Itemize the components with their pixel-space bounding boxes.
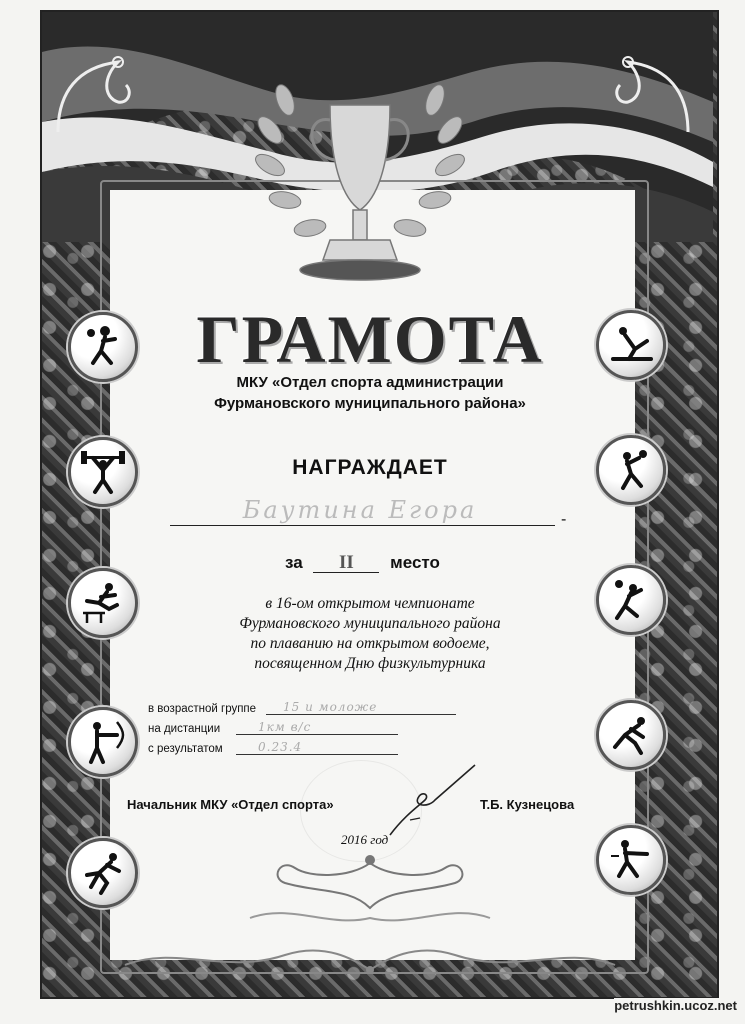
age-group-row (148, 698, 458, 718)
handball-icon (68, 312, 138, 382)
recipient-underline (170, 525, 555, 526)
trophy-cup-icon (225, 60, 495, 290)
organization-line: Фурмановского муниципального района» (214, 395, 526, 412)
place-suffix: место (390, 553, 440, 572)
handwritten-signature (380, 760, 490, 840)
gymnastics-icon (596, 310, 666, 380)
place-prefix: за (285, 553, 303, 572)
event-line: в 16-ом открытом чемпионате (265, 595, 475, 612)
site-watermark: petrushkin.ucoz.net (614, 998, 737, 1013)
weightlifting-icon (68, 437, 138, 507)
field-label: с результатом (148, 743, 223, 755)
event-description (190, 594, 550, 674)
organization-name (150, 372, 590, 414)
handball-throw-icon (596, 435, 666, 505)
field-value-handwritten: 15 и моложе (283, 700, 378, 714)
place-row (285, 553, 440, 573)
details-fields (148, 698, 458, 758)
awards-heading: НАГРАЖДАЕТ (292, 456, 448, 479)
corner-scroll-ornament (608, 52, 698, 142)
event-line: Фурмановского муниципального района (239, 615, 501, 632)
volleyball-icon (596, 565, 666, 635)
event-line: по плаванию на открытом водоеме, (250, 635, 490, 652)
field-line (266, 714, 456, 715)
hurdles-icon (68, 568, 138, 638)
event-line: посвященном Дню физкультурника (254, 655, 486, 672)
archery-icon (68, 707, 138, 777)
field-label: в возрастной группе (148, 703, 257, 715)
recipient-name-handwritten: Баутина Егора (242, 496, 478, 524)
field-label: на дистанции (148, 723, 221, 735)
organization-line: МКУ «Отдел спорта администрации (236, 374, 504, 391)
footer-scroll-ornament (115, 930, 625, 980)
result-row (148, 738, 458, 758)
field-line (236, 754, 398, 755)
field-line (236, 734, 398, 735)
certificate-title: ГРАМОТА (196, 301, 544, 377)
wrestling-icon (596, 700, 666, 770)
sprint-icon (68, 838, 138, 908)
corner-scroll-ornament (48, 52, 138, 142)
fencing-icon (596, 825, 666, 895)
year-label: 2016 год (341, 832, 389, 847)
field-value-handwritten: 1км в/с (258, 720, 312, 734)
field-value-handwritten: 0.23.4 (258, 740, 303, 754)
place-value: II (313, 554, 379, 573)
distance-row (148, 718, 458, 738)
chief-title: Начальник МКУ «Отдел спорта» (127, 797, 334, 812)
recipient-dash: - (561, 511, 567, 528)
signer-name: Т.Б. Кузнецова (480, 797, 575, 812)
